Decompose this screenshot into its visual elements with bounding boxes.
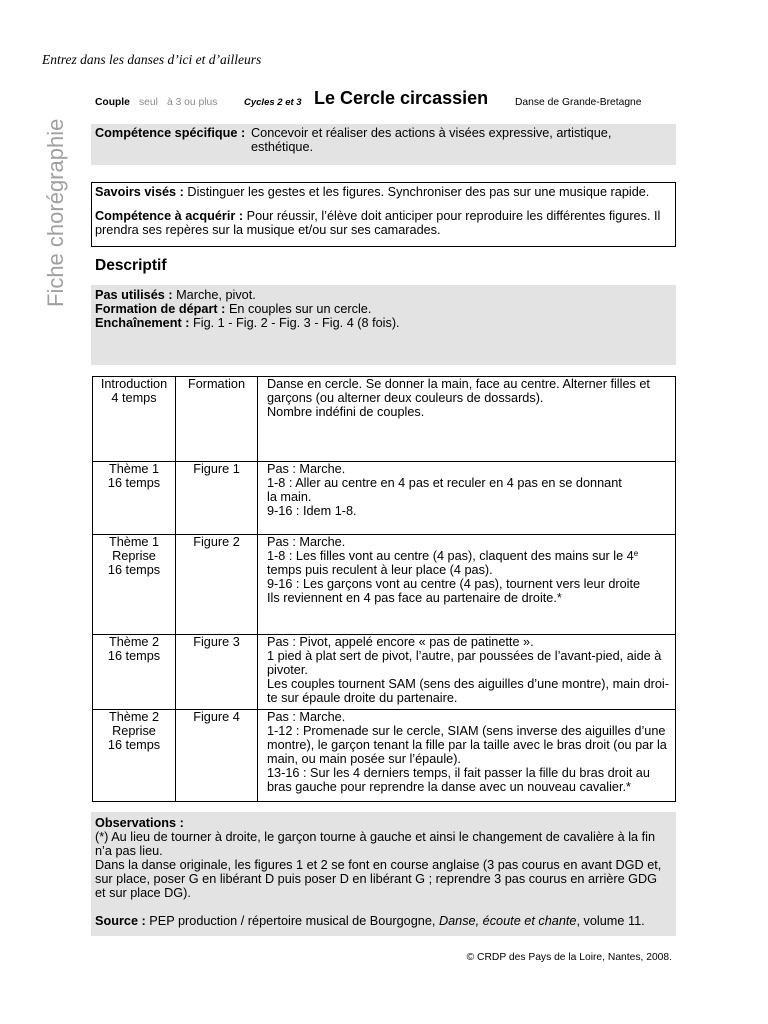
description-line: 1 pied à plat sert de pivot, l’autre, par poussées de l’avant-pied, aide à xyxy=(267,649,662,663)
acquerir-line: prendra ses repères sur la musique et/ou sur ses camarades. xyxy=(95,223,441,237)
figure-label: Figure 1 xyxy=(193,462,240,476)
table-row xyxy=(93,635,676,710)
description-line: la main. xyxy=(267,490,312,504)
competence-line: esthétique. xyxy=(251,140,314,154)
description-cell xyxy=(258,462,676,535)
phase-line: 16 temps xyxy=(107,563,161,577)
acquerir-label: Compétence à acquérir : xyxy=(95,209,244,223)
acquerir-text: Pour réussir, l’élève doit anticiper pour reproduire les différentes figures. Il xyxy=(246,209,661,223)
descriptif-item-text: Marche, pivot. xyxy=(176,288,256,302)
phase-cell xyxy=(93,377,176,462)
description-line: bras gauche pour reprendre la danse avec un nouveau cavalier.* xyxy=(267,780,631,794)
descriptif-item-label: Enchaînement : xyxy=(95,316,190,330)
phase-line: 4 temps xyxy=(111,391,157,405)
figure-label: Formation xyxy=(187,377,246,391)
observation-line: Dans la danse originale, les figures 1 et 2 se font en course anglaise (3 pas courus en avant DGD et, xyxy=(95,858,662,872)
descriptif-item xyxy=(95,316,672,330)
savoirs-line xyxy=(95,185,672,199)
description-line: Danse en cercle. Se donner la main, face au centre. Alterner filles et xyxy=(267,377,650,391)
competence-line: Concevoir et réaliser des actions à visées expressive, artistique, xyxy=(251,126,612,140)
figure-cell xyxy=(176,710,258,802)
savoirs-text: Distinguer les gestes et les figures. Synchroniser des pas sur une musique rapide. xyxy=(187,185,650,199)
description-line: pivoter. xyxy=(267,663,308,677)
figure-label: Figure 3 xyxy=(193,635,240,649)
competence-box xyxy=(91,124,676,165)
table-row xyxy=(93,377,676,462)
side-label: Fiche chorégraphie xyxy=(43,118,68,307)
phase-line: Thème 1 xyxy=(108,535,160,549)
choreography-table xyxy=(92,376,676,802)
description-cell xyxy=(258,377,676,462)
figure-cell xyxy=(176,635,258,710)
series-title: Entrez dans les danses d’ici et d’ailleurs xyxy=(42,52,262,67)
figure-cell xyxy=(176,535,258,635)
blank-line xyxy=(95,900,672,914)
figure-label: Figure 4 xyxy=(193,710,240,724)
competence-text xyxy=(251,126,611,154)
source-label: Source : xyxy=(95,914,146,928)
descriptif-item xyxy=(95,302,672,316)
description-line: 1-8 : Aller au centre en 4 pas et reculer en 4 pas en se donnant xyxy=(267,476,622,490)
format-group: à 3 ou plus xyxy=(167,97,218,108)
description-line: Pas : Marche. xyxy=(267,535,346,549)
descriptif-heading: Descriptif xyxy=(95,257,167,274)
phase-line: 16 temps xyxy=(107,476,161,490)
descriptif-box xyxy=(91,285,676,365)
figure-cell xyxy=(176,462,258,535)
source-title: Danse, écoute et chante xyxy=(438,914,577,928)
description-line: 9-16 : Les garçons vont au centre (4 pas), tournent vers leur droite xyxy=(267,577,641,591)
observation-line: sur place, poser G en libérant D puis poser D en libérant G ; reprendre 3 pas courus en arrière GDG xyxy=(95,872,658,886)
phase-line: 16 temps xyxy=(107,738,161,752)
phase-cell xyxy=(93,535,176,635)
ordinal-superscript: e xyxy=(633,549,639,558)
figure-label: Figure 2 xyxy=(193,535,240,549)
description-line: Pas : Marche. xyxy=(267,462,346,476)
description-line: main, ou main posée sur l’épaule). xyxy=(267,752,461,766)
phase-line: Thème 2 xyxy=(108,635,160,649)
description-cell xyxy=(258,635,676,710)
competence-label: Compétence spécifique : xyxy=(95,126,246,140)
phase-line: Introduction xyxy=(100,377,168,391)
description-line: 9-16 : Idem 1-8. xyxy=(267,504,357,518)
description-line: Pas : Marche. xyxy=(267,710,346,724)
school-cycles: Cycles 2 et 3 xyxy=(244,97,302,108)
description-line xyxy=(267,549,675,563)
description-line: Nombre indéfini de couples. xyxy=(267,405,425,419)
description-line: 1-12 : Promenade sur le cercle, SIAM (sens inverse des aiguilles d’une xyxy=(267,724,666,738)
format-couple: Couple xyxy=(95,97,130,108)
copyright-footer: © CRDP des Pays de la Loire, Nantes, 2008. xyxy=(466,952,672,963)
description-line: Ils reviennent en 4 pas face au partenaire de droite.* xyxy=(267,591,562,605)
phase-line: Thème 1 xyxy=(108,462,160,476)
table-row xyxy=(93,535,676,635)
source-line xyxy=(95,914,672,928)
source-tail: , volume 11. xyxy=(576,914,645,928)
description-cell xyxy=(258,710,676,802)
descriptif-item xyxy=(95,288,672,302)
description-line: montre), le garçon tenant la fille par la taille avec le bras droit (ou par la xyxy=(267,738,667,752)
descriptif-item-text: Fig. 1 - Fig. 2 - Fig. 3 - Fig. 4 (8 fois). xyxy=(193,316,400,330)
objectives-box xyxy=(91,182,676,247)
source-text: PEP production / répertoire musical de Bourgogne, xyxy=(149,914,436,928)
phase-line: Reprise xyxy=(112,549,156,563)
description-line: temps puis reculent à leur place (4 pas). xyxy=(267,563,493,577)
phase-cell xyxy=(93,635,176,710)
savoirs-label: Savoirs visés : xyxy=(95,185,184,199)
description-line: te sur épaule droite du partenaire. xyxy=(267,691,458,705)
description-line: Pas : Pivot, appelé encore « pas de patinette ». xyxy=(267,635,534,649)
dance-title: Le Cercle circassien xyxy=(314,88,489,108)
observations-label: Observations : xyxy=(95,816,184,830)
descriptif-item-text: En couples sur un cercle. xyxy=(228,302,372,316)
descriptif-item-label: Formation de départ : xyxy=(95,302,226,316)
observations-box xyxy=(91,812,676,936)
description-line: Les couples tournent SAM (sens des aiguilles d’une montre), main droi- xyxy=(267,677,669,691)
figure-cell xyxy=(176,377,258,462)
phase-cell xyxy=(93,710,176,802)
description-text: 1-8 : Les filles vont au centre (4 pas), claquent des mains sur le 4 xyxy=(267,549,634,563)
table-row xyxy=(93,462,676,535)
observation-line: (*) Au lieu de tourner à droite, le garçon tourne à gauche et ainsi le changement de cavalière à la fin xyxy=(95,830,656,844)
phase-cell xyxy=(93,462,176,535)
description-line: 13-16 : Sur les 4 derniers temps, il fait passer la fille du bras droit au xyxy=(267,766,650,780)
phase-line: 16 temps xyxy=(107,649,161,663)
description-cell xyxy=(258,535,676,635)
format-solo: seul xyxy=(139,97,158,108)
dance-origin: Danse de Grande-Bretagne xyxy=(515,97,642,108)
phase-line: Thème 2 xyxy=(108,710,160,724)
table-row xyxy=(93,710,676,802)
acquerir-line xyxy=(95,209,672,223)
phase-line: Reprise xyxy=(112,724,156,738)
descriptif-item-label: Pas utilisés : xyxy=(95,288,173,302)
acquerir-paragraph xyxy=(95,209,672,237)
observation-line: n’a pas lieu. xyxy=(95,844,163,858)
description-line: garçons (ou alterner deux couleurs de dossards). xyxy=(267,391,544,405)
observation-line: et sur place DG). xyxy=(95,886,191,900)
